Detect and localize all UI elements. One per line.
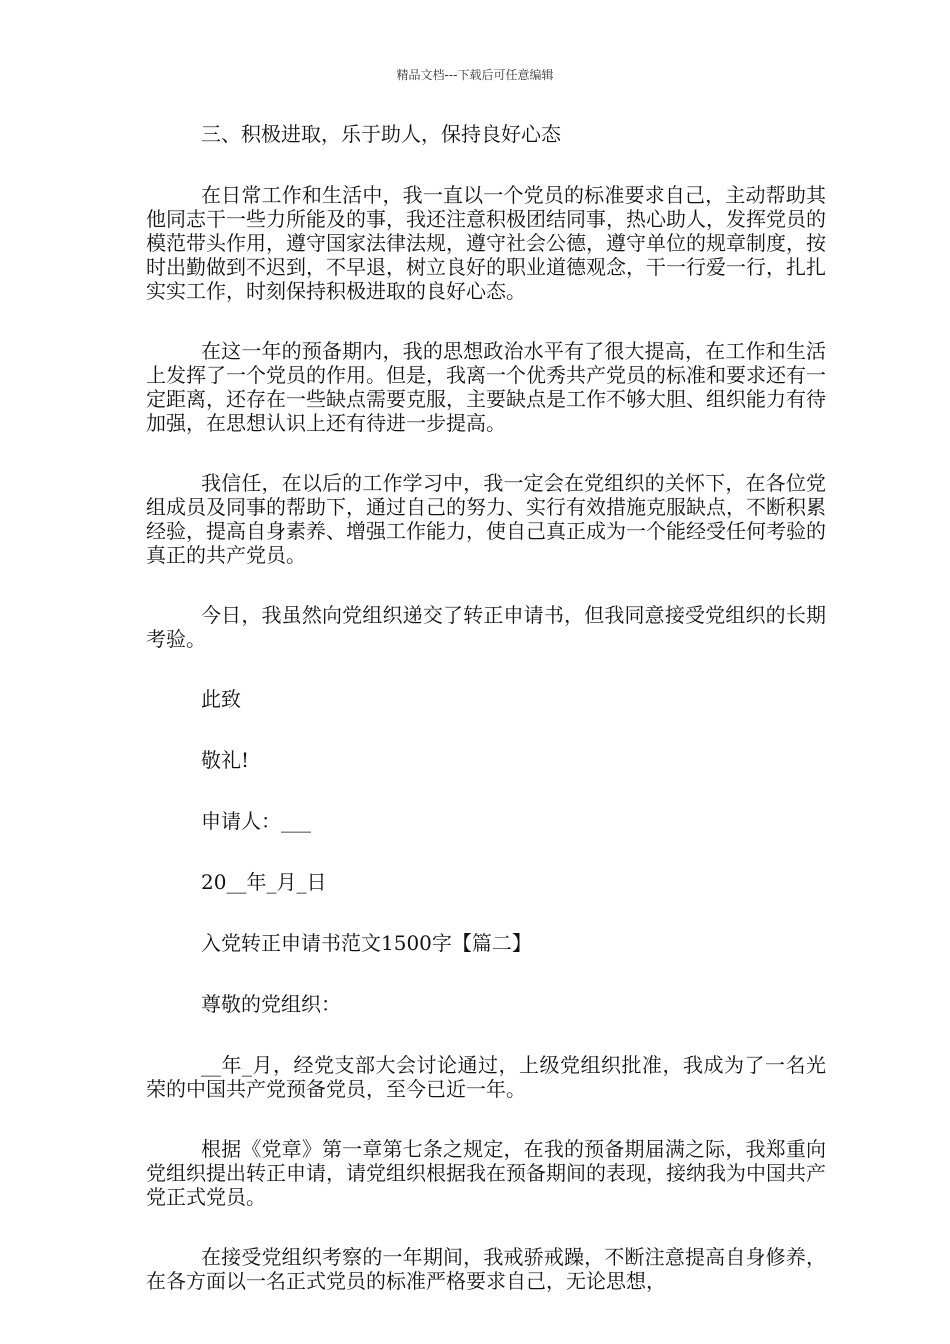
date-line: 20__年_月_日 bbox=[201, 870, 327, 894]
page-header: 精品文档---下载后可任意编辑 bbox=[396, 68, 554, 82]
paragraph: 在这一年的预备期内，我的思想政治水平有了很大提高，在工作和生活上发挥了一个党员的作用。但是，我离一个优秀共产党员的标准和要求还有一定距离，还存在一些缺点需要克服，主要缺点是工作不够大胆、组织能力有待加强，在思想认识上还有待进一步提高。 bbox=[146, 339, 826, 435]
greeting: 尊敬的党组织： bbox=[201, 992, 341, 1016]
closing-salutation: 此致 bbox=[201, 687, 241, 711]
closing-regards: 敬礼! bbox=[201, 748, 250, 772]
paragraph: __年_月，经党支部大会讨论通过，上级党组织批准，我成为了一名光荣的中国共产党预备党员，至今已近一年。 bbox=[146, 1053, 826, 1101]
paragraph: 我信任，在以后的工作学习中，我一定会在党组织的关怀下，在各位党组成员及同事的帮助下，通过自己的努力、实行有效措施克服缺点，不断积累经验，提高自身素养、增强工作能力，使自己真正成为一个能经受任何考验的真正的共产党员。 bbox=[146, 471, 826, 567]
section-heading: 三、积极进取，乐于助人，保持良好心态 bbox=[201, 122, 561, 146]
document-body bbox=[146, 122, 826, 1329]
applicant-line: 申请人：___ bbox=[201, 809, 311, 833]
paragraph: 今日，我虽然向党组织递交了转正申请书，但我同意接受党组织的长期考验。 bbox=[146, 603, 826, 651]
paragraph: 根据《党章》第一章第七条之规定，在我的预备期届满之际，我郑重向党组织提出转正申请，请党组织根据我在预备期间的表现，接纳我为中国共产党正式党员。 bbox=[146, 1137, 826, 1209]
paragraph: 在日常工作和生活中，我一直以一个党员的标准要求自己，主动帮助其他同志干一些力所能及的事，我还注意积极团结同事，热心助人，发挥党员的模范带头作用，遵守国家法律法规，遵守社会公德，遵守单位的规章制度，按时出勤做到不迟到，不早退，树立良好的职业道德观念，干一行爱一行，扎扎实实工作，时刻保持积极进取的良好心态。 bbox=[146, 183, 826, 303]
article-title: 入党转正申请书范文1500字【篇二】 bbox=[201, 931, 532, 955]
paragraph: 在接受党组织考察的一年期间，我戒骄戒躁，不断注意提高自身修养，在各方面以一名正式党员的标准严格要求自己，无论思想， bbox=[146, 1245, 826, 1293]
